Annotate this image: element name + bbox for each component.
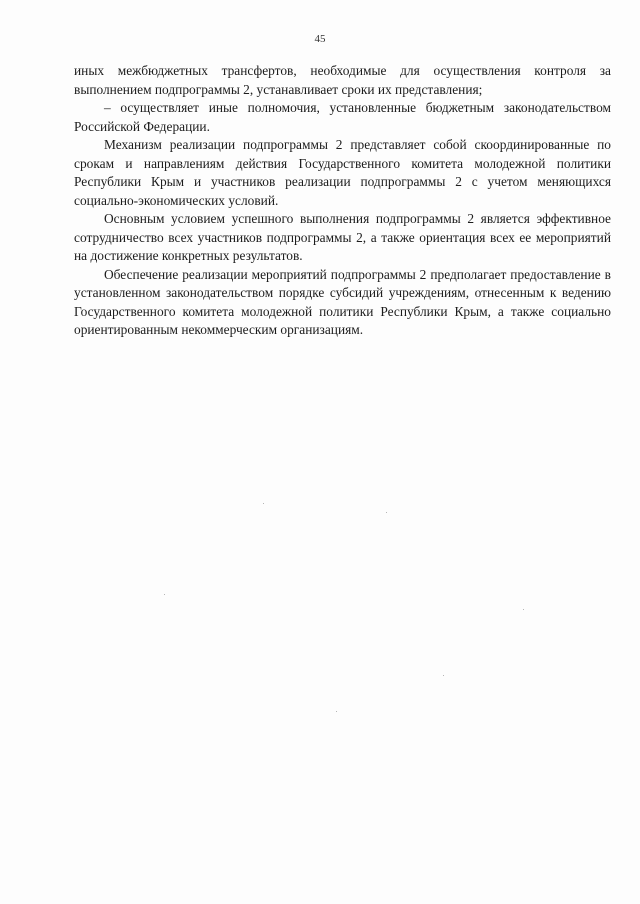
- body-text: [74, 62, 611, 340]
- scan-speck: [523, 609, 524, 610]
- paragraph-1: иных межбюджетных трансфертов, необходимые для осуществления контроля за выполнением подпрограммы 2, устанавливает сроки их представления;: [74, 63, 611, 97]
- scan-speck: [386, 512, 387, 513]
- scan-speck: [164, 594, 165, 595]
- paragraph-2: – осуществляет иные полномочия, установленные бюджетным законодательством Российской Федерации.: [74, 100, 611, 134]
- paragraph-4: Основным условием успешного выполнения подпрограммы 2 является эффективное сотрудничество всех участников подпрограммы 2, а также ориентация всех ее мероприятий на достижение конкретных результатов.: [74, 211, 611, 263]
- paragraph-3: Механизм реализации подпрограммы 2 представляет собой скоординированные по срокам и направлениям действия Государственного комитета молодежной политики Республики Крым и участников реализации подпрограммы 2 с учетом меняющихся социально-экономических условий.: [74, 137, 611, 208]
- scan-speck: [336, 711, 337, 712]
- paragraph-5: Обеспечение реализации мероприятий подпрограммы 2 предполагает предоставление в установленном законодательством порядке субсидий учреждениям, отнесенным к ведению Государственного комитета молодежной политики Республики Крым, а также социально ориентированным некоммерческим организациям.: [74, 266, 611, 337]
- page-number: 45: [314, 33, 326, 45]
- scan-speck: [443, 675, 444, 676]
- scan-speck: [263, 503, 264, 504]
